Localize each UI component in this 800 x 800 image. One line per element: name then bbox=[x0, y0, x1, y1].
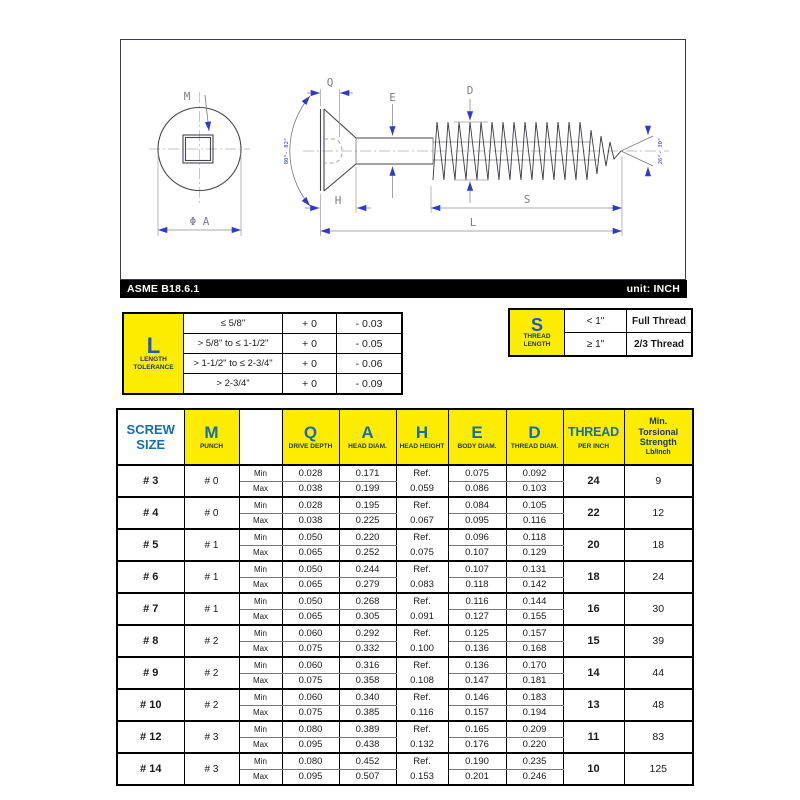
q-max: 0.065 bbox=[282, 609, 339, 625]
header-subtext: BODY DIAM. bbox=[457, 443, 497, 450]
e-max: 0.127 bbox=[448, 609, 506, 625]
spec-row-group bbox=[117, 753, 693, 785]
length-tolerance-name: LENGTH bbox=[140, 355, 167, 363]
q-max: 0.075 bbox=[282, 705, 339, 721]
minus-tolerance: - 0.03 bbox=[337, 313, 403, 334]
ref-label: Ref. bbox=[413, 468, 431, 479]
h-value: 0.083 bbox=[410, 579, 434, 590]
min-label: Min bbox=[239, 753, 282, 769]
max-label: Max bbox=[239, 641, 282, 657]
e-max: 0.157 bbox=[448, 705, 506, 721]
a-min: 0.244 bbox=[339, 561, 396, 577]
d-min: 0.157 bbox=[506, 625, 563, 641]
header-torsional-strength bbox=[624, 409, 693, 465]
unit-label: unit: INCH bbox=[626, 283, 680, 295]
d-max: 0.129 bbox=[506, 545, 563, 561]
a-max: 0.305 bbox=[339, 609, 396, 625]
a-min: 0.220 bbox=[339, 529, 396, 545]
header-symbol: D bbox=[528, 423, 541, 442]
q-min: 0.050 bbox=[282, 529, 339, 545]
a-max: 0.358 bbox=[339, 673, 396, 689]
length-range: > 1-1/2" to ≤ 2-3/4" bbox=[184, 354, 283, 374]
e-min: 0.116 bbox=[448, 593, 506, 609]
punch-size: # 1 bbox=[184, 529, 239, 561]
plus-tolerance: + 0 bbox=[283, 313, 337, 334]
d-max: 0.142 bbox=[506, 577, 563, 593]
h-cell bbox=[396, 593, 448, 625]
punch-size: # 3 bbox=[184, 721, 239, 753]
e-max: 0.095 bbox=[448, 513, 506, 529]
min-label: Min bbox=[239, 561, 282, 577]
ref-label: Ref. bbox=[413, 500, 431, 511]
torsional-strength: 44 bbox=[624, 657, 693, 689]
e-min: 0.146 bbox=[448, 689, 506, 705]
d-max: 0.220 bbox=[506, 737, 563, 753]
torsional-strength: 30 bbox=[624, 593, 693, 625]
ref-label: Ref. bbox=[413, 564, 431, 575]
screw-size: # 14 bbox=[117, 753, 184, 785]
header-screw-size bbox=[117, 409, 184, 465]
a-min: 0.195 bbox=[339, 497, 396, 513]
e-min: 0.190 bbox=[448, 753, 506, 769]
ref-label: Ref. bbox=[413, 724, 431, 735]
q-max: 0.065 bbox=[282, 545, 339, 561]
spec-row-group bbox=[117, 465, 693, 497]
threads-per-inch: 13 bbox=[563, 689, 624, 721]
d-min: 0.118 bbox=[506, 529, 563, 545]
q-max: 0.065 bbox=[282, 577, 339, 593]
spec-row-group bbox=[117, 657, 693, 689]
side-view-outline bbox=[321, 109, 434, 191]
q-min: 0.060 bbox=[282, 657, 339, 673]
header-subtext: HEAD DIAM. bbox=[348, 443, 387, 450]
min-label: Min bbox=[239, 721, 282, 737]
h-cell bbox=[396, 689, 448, 721]
e-min: 0.096 bbox=[448, 529, 506, 545]
threads-per-inch: 24 bbox=[563, 465, 624, 497]
header-text: Lb/Inch bbox=[645, 448, 671, 456]
torsional-strength: 83 bbox=[624, 721, 693, 753]
a-min: 0.389 bbox=[339, 721, 396, 737]
q-max: 0.075 bbox=[282, 641, 339, 657]
torsional-strength: 39 bbox=[624, 625, 693, 657]
e-max: 0.118 bbox=[448, 577, 506, 593]
threads-per-inch: 22 bbox=[563, 497, 624, 529]
a-max: 0.332 bbox=[339, 641, 396, 657]
min-label: Min bbox=[239, 657, 282, 673]
e-max: 0.201 bbox=[448, 769, 506, 785]
length-tolerance-symbol-cell bbox=[123, 313, 184, 394]
label-d: D bbox=[466, 84, 474, 97]
e-max: 0.136 bbox=[448, 641, 506, 657]
ref-label: Ref. bbox=[413, 628, 431, 639]
h-value: 0.100 bbox=[410, 643, 434, 654]
torsional-strength: 9 bbox=[624, 465, 693, 497]
h-cell bbox=[396, 721, 448, 753]
e-min: 0.136 bbox=[448, 657, 506, 673]
e-min: 0.125 bbox=[448, 625, 506, 641]
q-min: 0.050 bbox=[282, 593, 339, 609]
symbol-l: L bbox=[146, 332, 161, 358]
d-min: 0.105 bbox=[506, 497, 563, 513]
max-label: Max bbox=[239, 481, 282, 497]
label-h: H bbox=[334, 194, 342, 207]
d-max: 0.194 bbox=[506, 705, 563, 721]
header-subtext: PER INCH bbox=[577, 443, 610, 450]
screw-size: # 9 bbox=[117, 657, 184, 689]
d-max: 0.181 bbox=[506, 673, 563, 689]
a-min: 0.292 bbox=[339, 625, 396, 641]
q-max: 0.075 bbox=[282, 673, 339, 689]
length-tolerance-table bbox=[122, 312, 403, 395]
a-min: 0.452 bbox=[339, 753, 396, 769]
header-text: SCREW bbox=[126, 422, 175, 437]
a-max: 0.199 bbox=[339, 481, 396, 497]
header-a-head-diam bbox=[339, 409, 396, 465]
max-label: Max bbox=[239, 737, 282, 753]
torsional-strength: 125 bbox=[624, 753, 693, 785]
max-label: Max bbox=[239, 513, 282, 529]
spec-row-group bbox=[117, 529, 693, 561]
screw-size: # 6 bbox=[117, 561, 184, 593]
screw-size: # 12 bbox=[117, 721, 184, 753]
header-symbol: A bbox=[361, 423, 374, 442]
header-symbol: THREAD bbox=[568, 425, 619, 439]
minus-tolerance: - 0.06 bbox=[337, 354, 403, 374]
thread-length-name: THREAD bbox=[523, 332, 551, 340]
h-value: 0.059 bbox=[410, 483, 434, 494]
d-max: 0.103 bbox=[506, 481, 563, 497]
q-max: 0.095 bbox=[282, 769, 339, 785]
q-max: 0.095 bbox=[282, 737, 339, 753]
a-min: 0.340 bbox=[339, 689, 396, 705]
label-point-angle: 26°- 30° bbox=[658, 137, 664, 165]
header-text: Strength bbox=[639, 437, 677, 447]
h-cell bbox=[396, 657, 448, 689]
min-label: Min bbox=[239, 625, 282, 641]
screw-size: # 3 bbox=[117, 465, 184, 497]
thread-rule: Full Thread bbox=[627, 309, 693, 333]
header-minmax bbox=[239, 409, 282, 465]
a-max: 0.507 bbox=[339, 769, 396, 785]
h-cell bbox=[396, 753, 448, 785]
h-value: 0.108 bbox=[410, 675, 434, 686]
q-min: 0.080 bbox=[282, 721, 339, 737]
screw-size: # 10 bbox=[117, 689, 184, 721]
header-e-body-diam bbox=[448, 409, 506, 465]
threads-per-inch: 20 bbox=[563, 529, 624, 561]
max-label: Max bbox=[239, 705, 282, 721]
threads-per-inch: 16 bbox=[563, 593, 624, 625]
table-row bbox=[123, 313, 402, 334]
header-text: Torsional bbox=[638, 426, 679, 437]
h-cell bbox=[396, 529, 448, 561]
plus-tolerance: + 0 bbox=[283, 334, 337, 354]
header-d-thread-diam bbox=[506, 409, 563, 465]
length-range: ≤ 5/8" bbox=[184, 313, 283, 334]
min-label: Min bbox=[239, 529, 282, 545]
h-value: 0.153 bbox=[410, 771, 434, 782]
header-symbol: Q bbox=[303, 423, 318, 442]
e-min: 0.107 bbox=[448, 561, 506, 577]
punch-size: # 3 bbox=[184, 753, 239, 785]
label-phi-a: Φ A bbox=[189, 215, 210, 228]
min-label: Min bbox=[239, 593, 282, 609]
header-subtext: THREAD DIAM. bbox=[510, 443, 559, 450]
h-value: 0.116 bbox=[410, 707, 434, 718]
max-label: Max bbox=[239, 545, 282, 561]
label-e: E bbox=[389, 91, 396, 104]
length-tolerance-name2: TOLERANCE bbox=[133, 363, 174, 371]
technical-drawing bbox=[121, 40, 685, 278]
thread-rule: 2/3 Thread bbox=[627, 333, 693, 357]
minus-tolerance: - 0.05 bbox=[337, 334, 403, 354]
length-condition: ≥ 1" bbox=[565, 333, 627, 357]
e-min: 0.075 bbox=[448, 465, 506, 481]
d-max: 0.116 bbox=[506, 513, 563, 529]
screw-size: # 7 bbox=[117, 593, 184, 625]
q-min: 0.080 bbox=[282, 753, 339, 769]
torsional-strength: 24 bbox=[624, 561, 693, 593]
punch-size: # 2 bbox=[184, 625, 239, 657]
ref-label: Ref. bbox=[413, 596, 431, 607]
screw-size: # 5 bbox=[117, 529, 184, 561]
punch-size: # 0 bbox=[184, 465, 239, 497]
d-min: 0.092 bbox=[506, 465, 563, 481]
length-range: > 5/8" to ≤ 1-1/2" bbox=[184, 334, 283, 354]
max-label: Max bbox=[239, 609, 282, 625]
d-min: 0.170 bbox=[506, 657, 563, 673]
length-range: > 2-3/4" bbox=[184, 374, 283, 395]
h-cell bbox=[396, 497, 448, 529]
header-symbol: H bbox=[415, 423, 429, 442]
threads-per-inch: 18 bbox=[563, 561, 624, 593]
header-text: SIZE bbox=[136, 437, 166, 452]
symbol-s: S bbox=[530, 314, 543, 335]
h-cell bbox=[396, 561, 448, 593]
title-bar bbox=[120, 280, 687, 298]
a-max: 0.385 bbox=[339, 705, 396, 721]
threads-per-inch: 15 bbox=[563, 625, 624, 657]
threads-per-inch: 11 bbox=[563, 721, 624, 753]
a-max: 0.279 bbox=[339, 577, 396, 593]
q-min: 0.028 bbox=[282, 497, 339, 513]
plus-tolerance: + 0 bbox=[283, 354, 337, 374]
q-min: 0.050 bbox=[282, 561, 339, 577]
m-leader-line bbox=[205, 95, 209, 131]
punch-size: # 2 bbox=[184, 689, 239, 721]
q-max: 0.038 bbox=[282, 481, 339, 497]
label-m: M bbox=[183, 90, 191, 103]
front-view-centerlines bbox=[149, 92, 250, 206]
torsional-strength: 18 bbox=[624, 529, 693, 561]
h-value: 0.067 bbox=[410, 515, 434, 526]
screw-size: # 8 bbox=[117, 625, 184, 657]
header-symbol: M bbox=[204, 423, 219, 442]
min-label: Min bbox=[239, 497, 282, 513]
spec-row-group bbox=[117, 561, 693, 593]
label-l: L bbox=[469, 216, 477, 229]
spec-row-group bbox=[117, 689, 693, 721]
a-max: 0.438 bbox=[339, 737, 396, 753]
e-max: 0.086 bbox=[448, 481, 506, 497]
header-q-drive-depth bbox=[282, 409, 339, 465]
a-min: 0.268 bbox=[339, 593, 396, 609]
a-min: 0.171 bbox=[339, 465, 396, 481]
max-label: Max bbox=[239, 577, 282, 593]
e-max: 0.147 bbox=[448, 673, 506, 689]
d-max: 0.168 bbox=[506, 641, 563, 657]
thread-length-name2: LENGTH bbox=[523, 340, 551, 348]
header-thread-per-inch bbox=[563, 409, 624, 465]
header-subtext: HEAD HEIGHT bbox=[399, 443, 445, 450]
a-max: 0.252 bbox=[339, 545, 396, 561]
label-head-angle: 80°- 82° bbox=[284, 137, 290, 165]
plus-tolerance: + 0 bbox=[283, 374, 337, 395]
h-cell bbox=[396, 465, 448, 497]
spec-row-group bbox=[117, 593, 693, 625]
a-min: 0.316 bbox=[339, 657, 396, 673]
punch-size: # 0 bbox=[184, 497, 239, 529]
header-m-punch bbox=[184, 409, 239, 465]
torsional-strength: 48 bbox=[624, 689, 693, 721]
ref-label: Ref. bbox=[413, 660, 431, 671]
q-min: 0.060 bbox=[282, 689, 339, 705]
e-min: 0.084 bbox=[448, 497, 506, 513]
header-subtext: DRIVE DEPTH bbox=[288, 443, 333, 450]
table-row bbox=[509, 309, 692, 333]
spec-row-group bbox=[117, 721, 693, 753]
label-q: Q bbox=[326, 76, 334, 89]
drawing-frame bbox=[120, 39, 686, 280]
spec-row-group bbox=[117, 625, 693, 657]
standard-name: ASME B18.6.1 bbox=[127, 283, 200, 295]
h-value: 0.132 bbox=[410, 739, 434, 750]
min-label: Min bbox=[239, 689, 282, 705]
header-h-head-height bbox=[396, 409, 448, 465]
max-label: Max bbox=[239, 673, 282, 689]
thread-length-table bbox=[508, 308, 693, 357]
e-max: 0.176 bbox=[448, 737, 506, 753]
d-min: 0.144 bbox=[506, 593, 563, 609]
h-cell bbox=[396, 625, 448, 657]
minus-tolerance: - 0.09 bbox=[337, 374, 403, 395]
q-max: 0.038 bbox=[282, 513, 339, 529]
d-min: 0.235 bbox=[506, 753, 563, 769]
d-min: 0.183 bbox=[506, 689, 563, 705]
threads-per-inch: 14 bbox=[563, 657, 624, 689]
a-max: 0.225 bbox=[339, 513, 396, 529]
threads-per-inch: 10 bbox=[563, 753, 624, 785]
q-min: 0.060 bbox=[282, 625, 339, 641]
torsional-strength: 12 bbox=[624, 497, 693, 529]
d-max: 0.155 bbox=[506, 609, 563, 625]
min-label: Min bbox=[239, 465, 282, 481]
d-min: 0.209 bbox=[506, 721, 563, 737]
screw-size: # 4 bbox=[117, 497, 184, 529]
punch-size: # 2 bbox=[184, 657, 239, 689]
d-min: 0.131 bbox=[506, 561, 563, 577]
header-subtext: PUNCH bbox=[199, 443, 224, 450]
ref-label: Ref. bbox=[413, 756, 431, 767]
header-symbol: E bbox=[471, 423, 483, 442]
ref-label: Ref. bbox=[413, 532, 431, 543]
length-condition: < 1" bbox=[565, 309, 627, 333]
max-label: Max bbox=[239, 769, 282, 785]
label-s: S bbox=[523, 193, 531, 206]
spec-table-header bbox=[117, 409, 693, 465]
screw-spec-table bbox=[116, 408, 694, 786]
e-min: 0.165 bbox=[448, 721, 506, 737]
d-max: 0.246 bbox=[506, 769, 563, 785]
punch-size: # 1 bbox=[184, 593, 239, 625]
ref-label: Ref. bbox=[413, 692, 431, 703]
header-text: Min. bbox=[649, 416, 668, 426]
spec-row-group bbox=[117, 497, 693, 529]
q-min: 0.028 bbox=[282, 465, 339, 481]
e-max: 0.107 bbox=[448, 545, 506, 561]
thread-length-symbol-cell bbox=[509, 309, 565, 356]
h-value: 0.075 bbox=[410, 547, 434, 558]
punch-size: # 1 bbox=[184, 561, 239, 593]
h-value: 0.091 bbox=[410, 611, 434, 622]
